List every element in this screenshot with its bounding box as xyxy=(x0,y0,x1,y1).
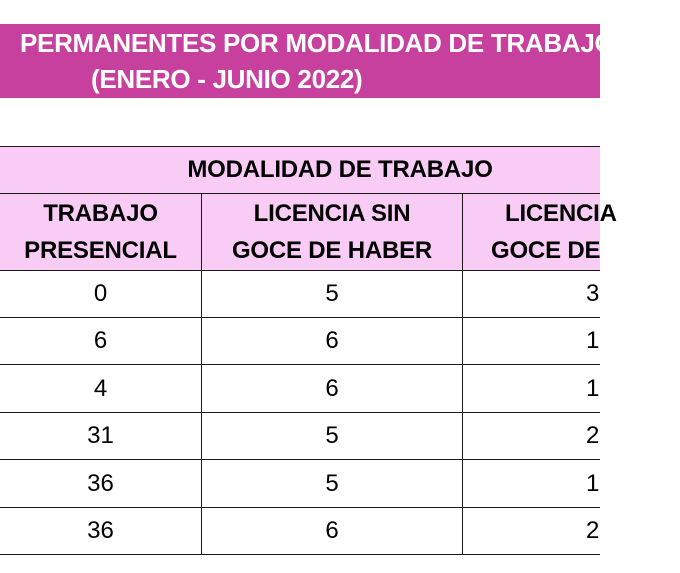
column-header-licencia-con-goce-line1: LICENCIA xyxy=(505,200,617,227)
table-cell: 1 xyxy=(586,327,600,354)
table-cell: 36 xyxy=(87,517,114,544)
table-cell: 6 xyxy=(325,327,339,354)
group-header: MODALIDAD DE TRABAJO xyxy=(187,156,493,183)
table-cell: 5 xyxy=(325,469,339,497)
table-cell: 2 xyxy=(586,517,600,544)
report-title: PERMANENTES POR MODALIDAD DE TRABAJO xyxy=(20,28,615,58)
grid-line xyxy=(0,193,600,194)
table-cell: 6 xyxy=(325,374,339,402)
table-cell: 1 xyxy=(586,469,600,497)
column-header-licencia-sin-goce-line1: LICENCIA SIN xyxy=(253,200,411,227)
table-cell: 1 xyxy=(586,374,600,402)
grid-line xyxy=(0,554,600,555)
table-cell: 5 xyxy=(325,280,339,307)
table-cell: 3 xyxy=(586,280,600,307)
table-cell: 6 xyxy=(93,327,108,354)
column-header-licencia-con-goce-line2: GOCE DE xyxy=(491,237,601,264)
table-cell: 0 xyxy=(93,280,108,307)
table-cell: 4 xyxy=(93,374,108,402)
table-cell: 6 xyxy=(325,517,339,544)
title-banner xyxy=(0,24,615,98)
column-header-presencial-line2: PRESENCIAL xyxy=(24,237,177,264)
column-header-presencial-line1: TRABAJO xyxy=(43,200,158,227)
report-period: (ENERO - JUNIO 2022) xyxy=(91,64,363,94)
table-cell: 31 xyxy=(87,422,114,449)
table-cell: 5 xyxy=(325,422,339,449)
table-cell: 2 xyxy=(586,422,600,449)
column-header-licencia-sin-goce-line2: GOCE DE HABER xyxy=(231,237,433,264)
table-cell: 36 xyxy=(87,469,114,497)
